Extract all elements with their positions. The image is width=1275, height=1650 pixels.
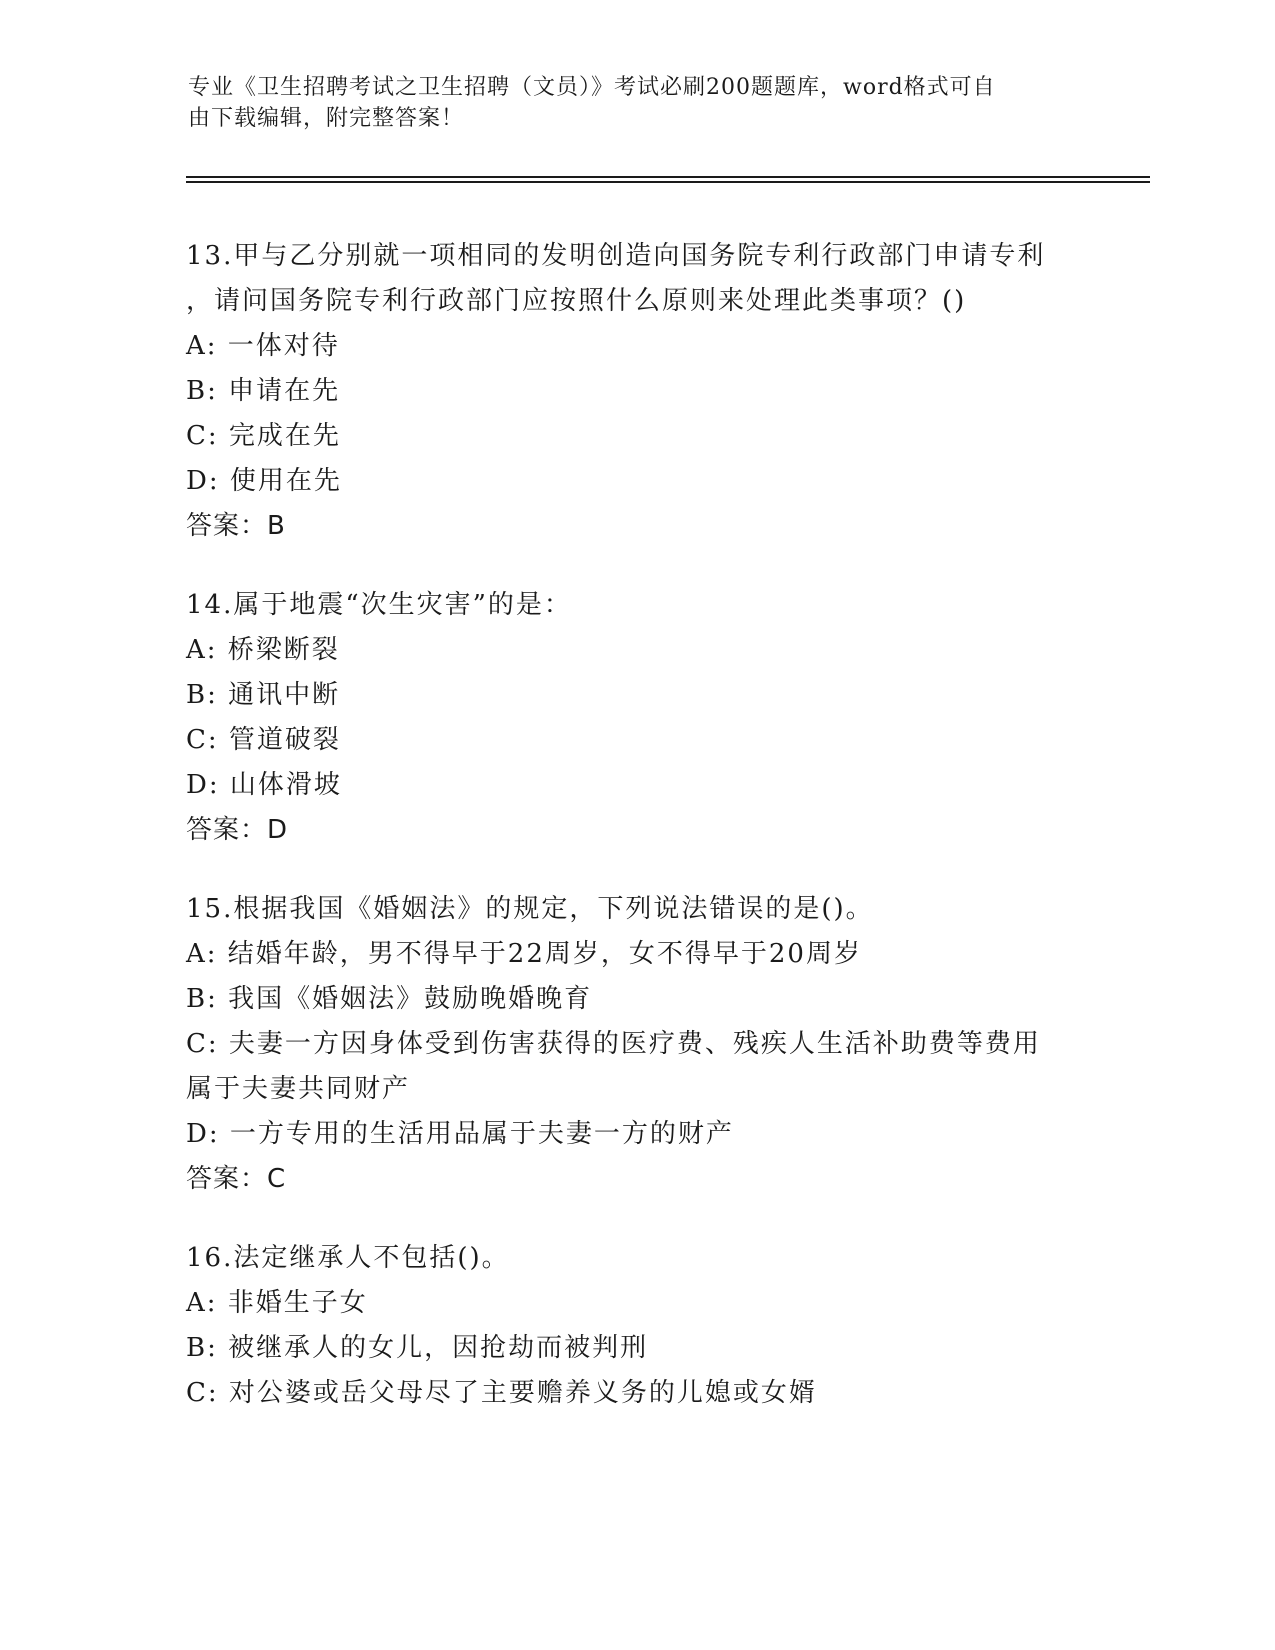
question-list bbox=[186, 234, 1086, 1450]
header-divider-bottom bbox=[186, 181, 1150, 183]
answer-line: 答案：D bbox=[186, 815, 289, 845]
header-line-2: 由下载编辑，附完整答案！ bbox=[188, 106, 465, 131]
option-c-continued: 属于夫妻共同财产 bbox=[186, 1074, 411, 1104]
header-line-1: 专业《卫生招聘考试之卫生招聘（文员）》考试必刷200题题库，word格式可自 bbox=[188, 75, 996, 100]
question-stem: 15.根据我国《婚姻法》的规定，下列说法错误的是()。 bbox=[186, 894, 874, 924]
question-16 bbox=[186, 1236, 1086, 1416]
answer-line: 答案：C bbox=[186, 1164, 287, 1194]
question-stem: ，请问国务院专利行政部门应按照什么原则来处理此类事项？() bbox=[186, 286, 967, 316]
option-d: D: 山体滑坡 bbox=[186, 770, 342, 800]
option-b: B: 被继承人的女儿，因抢劫而被判刑 bbox=[186, 1333, 649, 1363]
option-d: D: 一方专用的生活用品属于夫妻一方的财产 bbox=[186, 1119, 734, 1149]
question-15 bbox=[186, 887, 1086, 1202]
option-c: C: 管道破裂 bbox=[186, 725, 341, 755]
option-b: B: 我国《婚姻法》鼓励晚婚晚育 bbox=[186, 984, 593, 1014]
question-stem: 13.甲与乙分别就一项相同的发明创造向国务院专利行政部门申请专利 bbox=[186, 241, 1046, 271]
question-stem: 14.属于地震“次生灾害”的是： bbox=[186, 590, 572, 620]
question-stem: 16.法定继承人不包括()。 bbox=[186, 1243, 510, 1273]
option-a: A: 结婚年龄，男不得早于22周岁，女不得早于20周岁 bbox=[186, 939, 862, 969]
option-a: A: 桥梁断裂 bbox=[186, 635, 340, 665]
option-c: C: 夫妻一方因身体受到伤害获得的医疗费、残疾人生活补助费等费用 bbox=[186, 1029, 1041, 1059]
question-13 bbox=[186, 234, 1086, 549]
option-a: A: 一体对待 bbox=[186, 331, 340, 361]
answer-line: 答案：B bbox=[186, 511, 286, 541]
option-b: B: 申请在先 bbox=[186, 376, 341, 406]
option-c: C: 对公婆或岳父母尽了主要赡养义务的儿媳或女婿 bbox=[186, 1378, 817, 1408]
option-c: C: 完成在先 bbox=[186, 421, 341, 451]
option-a: A: 非婚生子女 bbox=[186, 1288, 368, 1318]
option-b: B: 通讯中断 bbox=[186, 680, 341, 710]
document-header bbox=[188, 72, 1068, 134]
question-14 bbox=[186, 583, 1086, 853]
header-divider-top bbox=[186, 176, 1150, 178]
option-d: D: 使用在先 bbox=[186, 466, 342, 496]
